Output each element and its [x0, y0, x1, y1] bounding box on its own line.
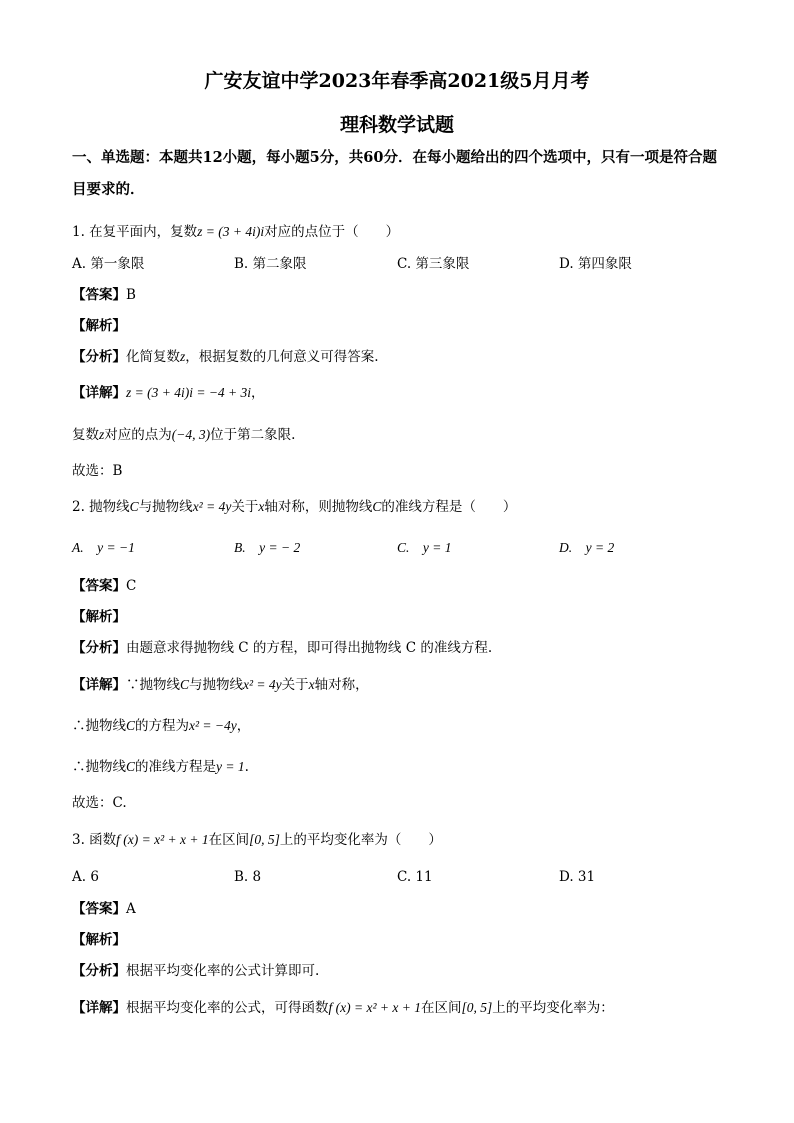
- q2-answer: 【答案】C: [72, 578, 137, 594]
- q1-fenxi: 【分析】化简复数z，根据复数的几何意义可得答案.: [72, 349, 379, 365]
- exam-title: 广安友谊中学2023年春季高2021级5月月考: [204, 70, 590, 92]
- q2-option-c: C. y = 1: [397, 540, 452, 555]
- q2-directrix-line: ∴抛物线C的准线方程是y = 1.: [72, 759, 249, 775]
- q1-point-line: 复数z对应的点为(−4, 3)位于第二象限.: [72, 427, 296, 443]
- q2-fenxi: 【分析】由题意求得抛物线 C 的方程，即可得出抛物线 C 的准线方程.: [72, 640, 493, 656]
- q2-xiangjie: 【详解】∵抛物线C与抛物线x² = 4y关于x轴对称，: [72, 677, 369, 693]
- section-heading: 一、单选题：本题共12小题，每小题5分，共60分．在每小题给出的四个选项中，只有一项是符合题目要求的．: [72, 149, 717, 198]
- q1-option-d: D. 第四象限: [559, 256, 632, 272]
- q1-stem: 1. 在复平面内，复数z = (3 + 4i)i对应的点位于（ ）: [72, 224, 400, 240]
- exam-subtitle: 理科数学试题: [339, 114, 454, 136]
- q3-option-b: B. 8: [234, 869, 262, 885]
- q2-options: [72, 537, 734, 559]
- q3-fenxi: 【分析】根据平均变化率的公式计算即可.: [72, 963, 320, 979]
- q3-option-d: D. 31: [559, 869, 596, 885]
- q2-choose: 故选：C.: [72, 795, 127, 811]
- q3-option-c: C. 11: [397, 869, 433, 885]
- q1-options: [72, 253, 734, 275]
- q1-option-a: A. 第一象限: [72, 256, 145, 272]
- q3-answer: 【答案】A: [72, 901, 136, 917]
- q2-jiexi: 【解析】: [72, 609, 126, 625]
- q1-option-c: C. 第三象限: [397, 256, 470, 272]
- q3-options: [72, 866, 734, 888]
- q2-option-d: D. y = 2: [559, 540, 615, 555]
- q2-option-b: B. y = − 2: [234, 540, 301, 555]
- q1-option-b: B. 第二象限: [234, 256, 307, 272]
- q2-equation-line: ∴抛物线C的方程为x² = −4y，: [72, 718, 251, 734]
- q3-stem: 3. 函数f (x) = x² + x + 1在区间[0, 5]上的平均变化率为（ ）: [72, 832, 442, 848]
- q3-xiangjie: 【详解】根据平均变化率的公式，可得函数f (x) = x² + x + 1在区间[0, 5]上的平均变化率为：: [72, 1000, 614, 1016]
- q2-option-a: A. y = −1: [72, 540, 135, 555]
- q1-jiexi: 【解析】: [72, 318, 126, 334]
- q3-jiexi: 【解析】: [72, 932, 126, 948]
- q3-option-a: A. 6: [72, 869, 99, 885]
- q1-choose: 故选：B: [72, 463, 123, 479]
- q1-xiangjie: 【详解】z = (3 + 4i)i = −4 + 3i，: [72, 385, 265, 401]
- q2-stem: 2. 抛物线C与抛物线x² = 4y关于x轴对称，则抛物线C的准线方程是（ ）: [72, 499, 517, 515]
- q1-answer: 【答案】B: [72, 287, 136, 303]
